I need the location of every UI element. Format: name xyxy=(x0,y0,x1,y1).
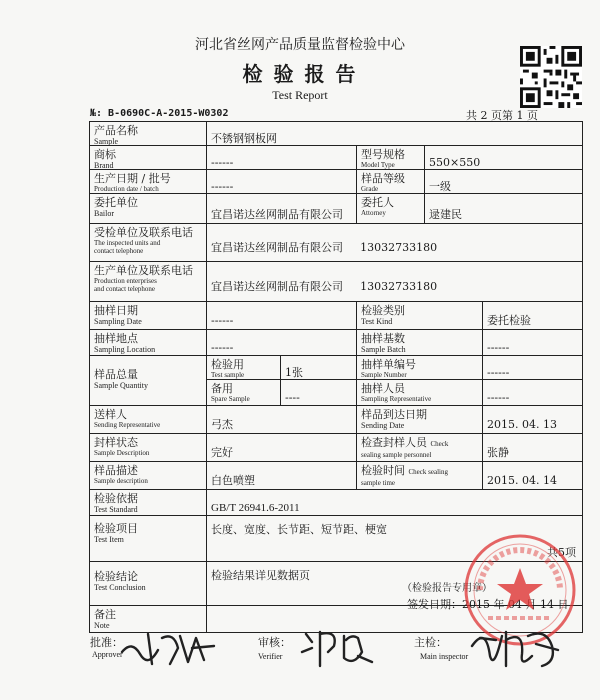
label-sealing-personnel: 检查封样人员 Check sealing sample personnel xyxy=(357,434,483,462)
value-items: 长度、宽度、长节距、短节距、梗宽 共5项 xyxy=(207,516,583,562)
value-production: ------ xyxy=(207,170,357,194)
label-attorney: 委托人 Attorney xyxy=(357,194,425,224)
value-sampling-rep: ------ xyxy=(483,380,583,406)
verifier-label: 审核： xyxy=(258,636,291,649)
value-sample: 不锈钢钢板网 xyxy=(207,122,583,146)
value-sending-rep: 弓杰 xyxy=(207,406,357,434)
value-sending-date: 2015. 04. 13 xyxy=(483,406,583,434)
value-spare-sample: ---- xyxy=(281,380,357,406)
value-sample-number: ------ xyxy=(483,356,583,380)
label-producer: 生产单位及联系电话 Production enterprises and contact telephone xyxy=(90,262,207,302)
value-test-kind: 委托检验 xyxy=(483,302,583,330)
value-sampling-date: ------ xyxy=(207,302,357,330)
page-count: 共 2 页第 1 页 xyxy=(466,109,538,122)
value-sealing-personnel: 张静 xyxy=(483,434,583,462)
label-sampling-rep: 抽样人员 Sampling Representative xyxy=(357,380,483,406)
label-sample-number: 抽样单编号 Sample Number xyxy=(357,356,483,380)
label-bailor: 委托单位 Bailor xyxy=(90,194,207,224)
approver-signature-icon xyxy=(118,624,218,670)
value-producer: 宜昌诺达丝网制品有限公司 13032733180 xyxy=(207,262,583,302)
label-sampling-date: 抽样日期 Sampling Date xyxy=(90,302,207,330)
label-sealing-time: 检验时间 Check sealing sample time xyxy=(357,462,483,490)
value-sealing-time: 2015. 04. 14 xyxy=(483,462,583,490)
verifier-signature-icon xyxy=(298,622,378,672)
value-bailor: 宜昌诺达丝网制品有限公司 xyxy=(207,194,357,224)
value-attorney: 逯建民 xyxy=(425,194,583,224)
label-items: 检验项目 Test Item xyxy=(90,516,207,562)
label-grade: 样品等级 Grade xyxy=(357,170,425,194)
inspector-label: 主检： xyxy=(414,636,447,649)
value-standard: GB/T 26941.6-2011 xyxy=(207,490,583,516)
label-description-state: 封样状态 Sample Description xyxy=(90,434,207,462)
value-grade: 一级 xyxy=(425,170,583,194)
label-sample: 产品名称 Sample xyxy=(90,122,207,146)
issue-date: 签发日期：2015 年 04 月 14 日 xyxy=(407,598,569,611)
value-description-state: 完好 xyxy=(207,434,357,462)
producer-phone: 13032733180 xyxy=(360,280,438,293)
label-conclusion: 检验结论 Test Conclusion xyxy=(90,562,207,606)
label-production: 生产日期 / 批号 Production date / batch xyxy=(90,170,207,194)
inspected-phone: 13032733180 xyxy=(360,241,438,254)
label-sending-rep: 送样人 Sending Representative xyxy=(90,406,207,434)
report-title-zh: 检 验 报 告 xyxy=(242,62,358,86)
verifier-label-en: Verifier xyxy=(258,652,283,661)
label-test-kind: 检验类别 Test Kind xyxy=(357,302,483,330)
approver-label-en: Approver xyxy=(92,650,123,659)
report-title-en: Test Report xyxy=(272,88,328,102)
report-number: №: B-0690C-A-2015-W0302 xyxy=(90,108,229,119)
inspector-label-en: Main inspector xyxy=(420,652,469,661)
label-model: 型号规格 Model Type xyxy=(357,146,425,170)
label-brand: 商标 Brand xyxy=(90,146,207,170)
label-test-sample: 检验用 Test sample xyxy=(207,356,281,380)
approver-label: 批准： xyxy=(90,636,123,649)
label-standard: 检验依据 Test Standard xyxy=(90,490,207,516)
inspector-signature-icon xyxy=(466,616,566,676)
items-count: 共5项 xyxy=(547,546,576,559)
label-sample-batch: 抽样基数 Sample Batch xyxy=(357,330,483,356)
label-inspected: 受检单位及联系电话 The inspected units and contact telephone xyxy=(90,224,207,262)
label-note: 备注 Note xyxy=(90,606,207,633)
value-description: 白色喷塑 xyxy=(207,462,357,490)
org-name: 河北省丝网产品质量监督检验中心 xyxy=(195,37,405,53)
value-conclusion: 检验结果详见数据页 （检验报告专用章） xyxy=(207,562,583,606)
label-quantity: 样品总量 Sample Quantity xyxy=(90,356,207,406)
value-sample-batch: ------ xyxy=(483,330,583,356)
qr-code-icon xyxy=(520,46,582,108)
value-test-sample: 1张 xyxy=(281,356,357,380)
label-spare-sample: 备用 Spare Sample xyxy=(207,380,281,406)
label-sampling-location: 抽样地点 Sampling Location xyxy=(90,330,207,356)
value-inspected: 宜昌诺达丝网制品有限公司 13032733180 xyxy=(207,224,583,262)
value-sampling-location: ------ xyxy=(207,330,357,356)
label-description: 样品描述 Sample description xyxy=(90,462,207,490)
value-model: 550×550 xyxy=(425,146,583,170)
label-sending-date: 样品到达日期 Sending Date xyxy=(357,406,483,434)
value-brand: ------ xyxy=(207,146,357,170)
seal-note: （检验报告专用章） xyxy=(402,583,492,594)
